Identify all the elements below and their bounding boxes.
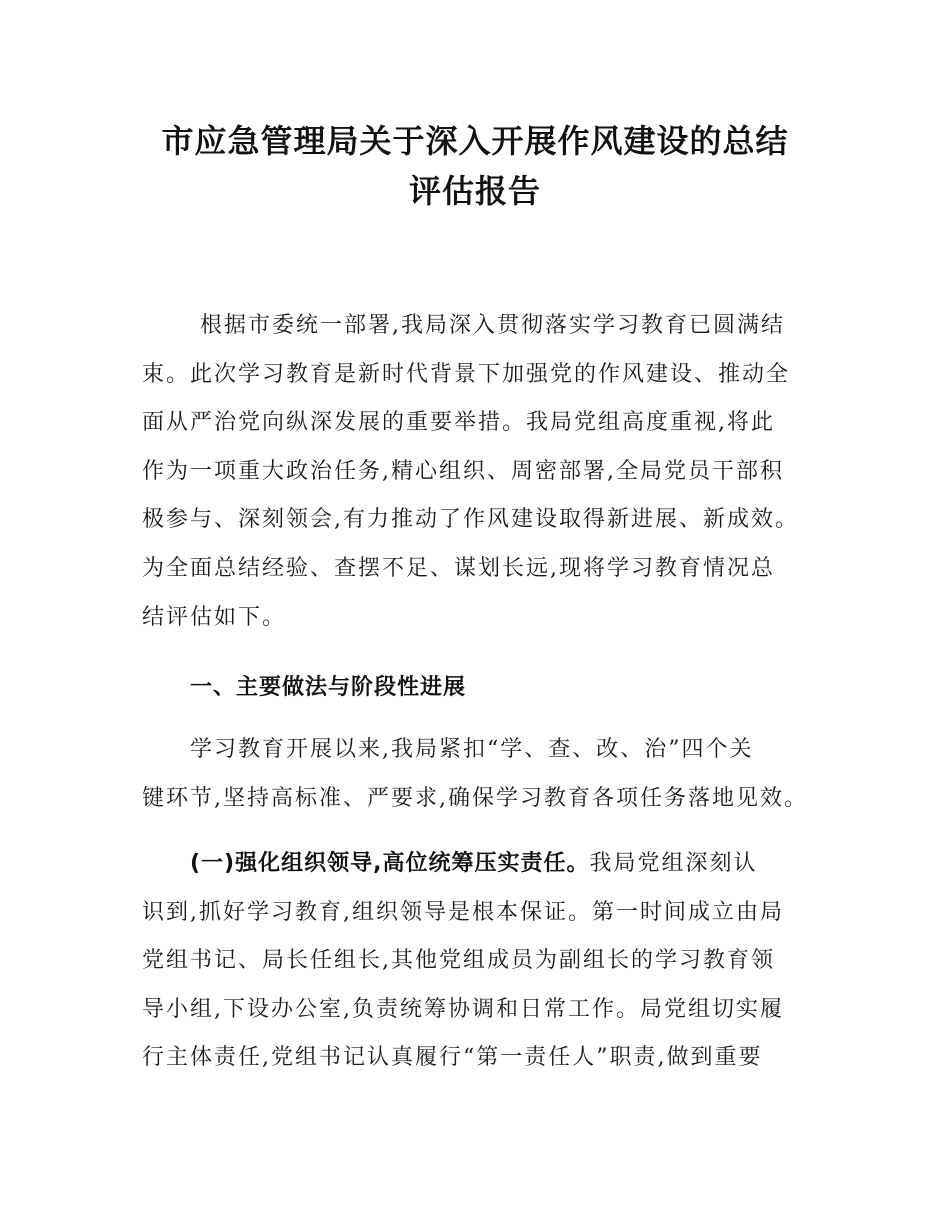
intro-line: 根据市委统一部署,我局深入贯彻落实学习教育已圆满结 [200,313,785,338]
intro-line: 结评估如下。 [142,604,287,630]
intro-paragraph [142,302,832,642]
document-title [90,116,860,216]
title-line-2: 评估报告 [408,172,541,210]
subsection-1-first-line [142,840,832,889]
section-1-line: 键环节,坚持高标准、严要求,确保学习教育各项任务落地见效。 [142,785,808,811]
intro-line: 面从严治党向纵深发展的重要举措。我局党组高度重视,将此 [142,410,775,436]
subsection-1-line: 党组书记、局长任组长,其他党组成员为副组长的学习教育领 [142,948,775,974]
intro-line: 极参与、深刻领会,有力推动了作风建设取得新进展、新成效。 [142,507,799,533]
title-line-1: 市应急管理局关于深入开展作风建设的总结 [161,122,789,160]
subsection-1-heading: (一)强化组织领导,高位统筹压实责任。 [190,851,590,876]
intro-line: 作为一项重大政治任务,精心组织、周密部署,全局党员干部积 [142,458,784,484]
subsection-1-line: 行主体责任,党组书记认真履行“第一责任人”职责,做到重要 [142,1045,763,1071]
subsection-1-paragraph [142,840,832,1083]
intro-line: 束。此次学习教育是新时代背景下加强党的作风建设、推动全 [142,361,791,387]
section-1-line: 学习教育开展以来,我局紧扣“学、查、改、治”四个关 [190,737,754,762]
subsection-1-line: 导小组,下设办公室,负责统筹协调和日常工作。局党组切实履 [142,996,784,1022]
section-1-heading: 一、主要做法与阶段性进展 [190,675,467,700]
section-1-paragraph [142,726,832,823]
intro-line: 为全面总结经验、查摆不足、谋划长远,现将学习教育情况总 [142,555,775,581]
subsection-1-line-rest: 我局党组深刻认 [589,851,758,876]
subsection-1-line: 识到,抓好学习教育,组织领导是根本保证。第一时间成立由局 [142,899,784,925]
